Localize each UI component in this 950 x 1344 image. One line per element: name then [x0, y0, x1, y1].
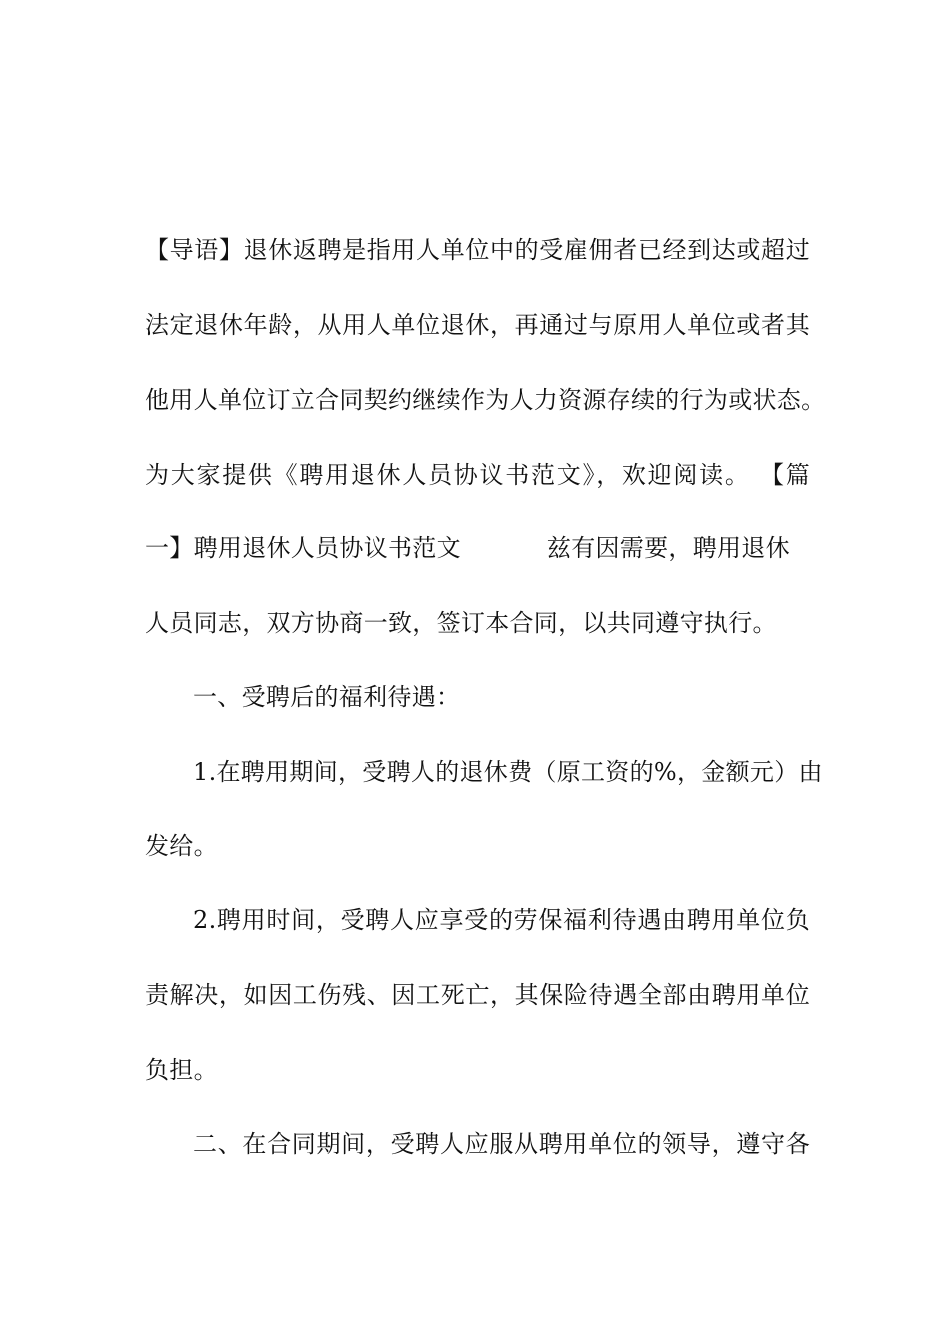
- paragraph-line: [145, 528, 810, 568]
- paragraph-line: 责解决，如因工伤残、因工死亡，其保险待遇全部由聘用单位: [145, 981, 810, 1009]
- paragraph-line: 为大家提供《聘用退休人员协议书范文》，欢迎阅读。 【篇: [145, 461, 810, 489]
- paragraph-line: 法定退休年龄，从用人单位退休，再通过与原用人单位或者其: [145, 311, 810, 339]
- paragraph-line: 二、在合同期间，受聘人应服从聘用单位的领导，遵守各: [193, 1130, 810, 1158]
- paragraph-line: 【导语】退休返聘是指用人单位中的受雇佣者已经到达或超过: [145, 236, 810, 264]
- paragraph-line: 2.聘用时间，受聘人应享受的劳保福利待遇由聘用单位负: [193, 906, 810, 934]
- clause-heading: 一、受聘后的福利待遇：: [193, 683, 461, 711]
- paragraph-line: 人员同志，双方协商一致，签订本合同，以共同遵守执行。: [145, 609, 777, 637]
- paragraph-line: 负担。: [145, 1056, 218, 1084]
- paragraph-text: 兹有因需要，聘用退休: [546, 534, 790, 562]
- paragraph-line: 他用人单位订立合同契约继续作为人力资源存续的行为或状态。: [145, 386, 826, 414]
- paragraph-line: 发给。: [145, 832, 218, 860]
- paragraph-line: 1.在聘用期间，受聘人的退休费（原工资的%，金额元）由: [193, 758, 823, 786]
- section-heading-text: 一】聘用退休人员协议书范文: [145, 534, 461, 562]
